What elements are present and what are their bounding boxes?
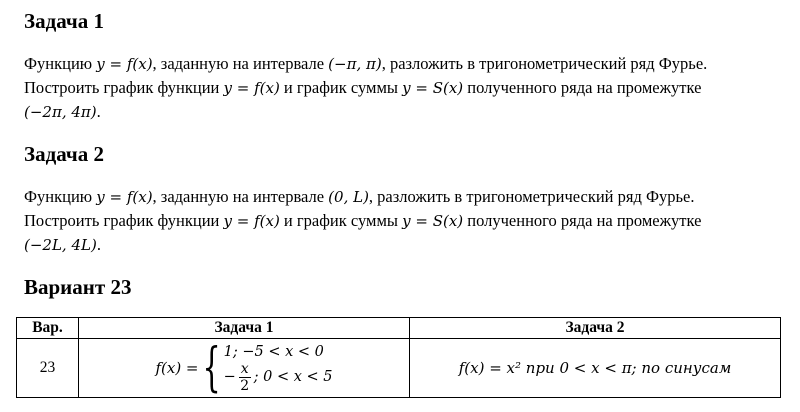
fraction [239, 361, 251, 394]
case-2 [224, 361, 333, 394]
task2-heading: Задача 2 [24, 142, 104, 166]
fraction-denominator: 2 [240, 377, 250, 394]
cell-task2 [410, 339, 781, 398]
task1-heading: Задача 1 [24, 9, 104, 33]
variant-table [16, 317, 781, 398]
task1-text [24, 52, 786, 124]
task1-line3: (−2π, 4π). [24, 102, 101, 121]
header-task1: Задача 1 [79, 318, 410, 339]
task2-formula: f(x) = x² при 0 < x < π; по синусам [458, 358, 732, 377]
fraction-numerator: x [240, 360, 249, 377]
case-2-condition: ; 0 < x < 5 [253, 369, 333, 385]
left-brace: { [201, 338, 221, 398]
cell-task1 [79, 339, 410, 398]
header-task2: Задача 2 [410, 318, 781, 339]
task2-line2: Построить график функции y = f(x) и график суммы y = S(x) полученного ряда на промежутке [24, 211, 702, 230]
piecewise-function [155, 338, 333, 398]
function-lhs: f(x) = [155, 359, 199, 377]
task1-line1: Функцию y = f(x), заданную на интервале (−π, π), разложить в тригонометрический ряд Фурье. [24, 54, 708, 73]
task1-line2: Построить график функции y = f(x) и график суммы y = S(x) полученного ряда на промежутке [24, 78, 702, 97]
header-var: Вар. [17, 318, 79, 339]
task2-text [24, 185, 786, 257]
case-1: 1; −5 < x < 0 [223, 343, 324, 360]
cell-var: 23 [17, 339, 79, 398]
function-cases [224, 343, 333, 394]
table-row [17, 339, 781, 398]
case-2-sign: − [223, 369, 236, 385]
table-header-row [17, 318, 781, 339]
task2-line1: Функцию y = f(x), заданную на интервале (0, L), разложить в тригонометрический ряд Фурье. [24, 187, 695, 206]
task2-line3: (−2L, 4L). [24, 235, 101, 254]
variant-heading: Вариант 23 [24, 275, 132, 299]
